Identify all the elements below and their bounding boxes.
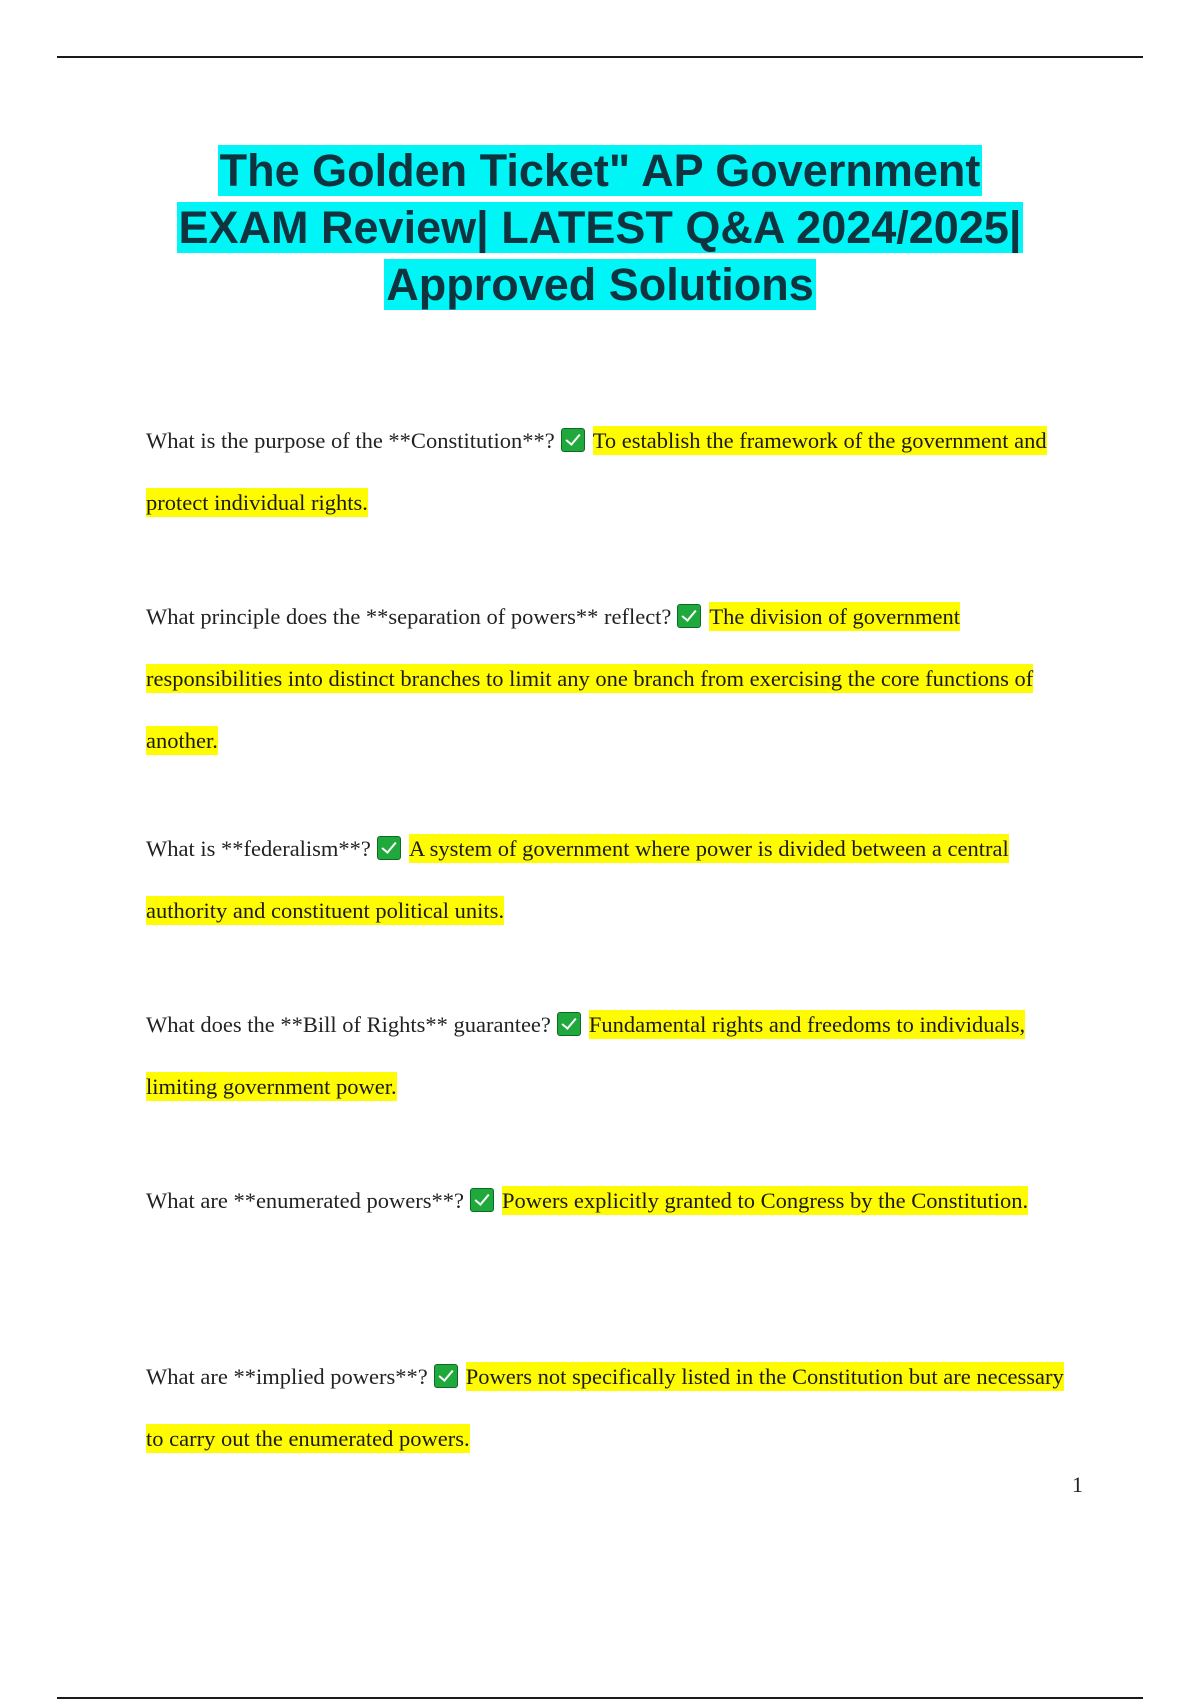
qa-item xyxy=(146,818,1086,942)
answer-text: Powers not specifically listed in the Constitution but are necessary to carry out the enumerated powers. xyxy=(146,1364,1064,1451)
check-mark-button-icon xyxy=(557,1012,581,1036)
question-text: What are **implied powers**? xyxy=(146,1364,428,1389)
qa-item xyxy=(146,994,1086,1118)
answer-text: A system of government where power is divided between a central authority and constituent political units. xyxy=(146,836,1009,923)
question-text: What is the purpose of the **Constitution**? xyxy=(146,428,555,453)
answer-text: To establish the framework of the government and protect individual rights. xyxy=(146,428,1047,515)
question-text: What are **enumerated powers**? xyxy=(146,1188,464,1213)
check-mark-button-icon xyxy=(377,836,401,860)
answer-text: Powers explicitly granted to Congress by the Constitution. xyxy=(501,1188,1029,1213)
page-number: 1 xyxy=(1072,1472,1083,1497)
title-line-3: Approved Solutions xyxy=(386,259,814,310)
qa-item xyxy=(146,1346,1086,1470)
qa-item xyxy=(146,410,1086,534)
header-rule xyxy=(57,56,1143,58)
question-text: What is **federalism**? xyxy=(146,836,371,861)
footer-rule xyxy=(57,1697,1143,1699)
title-line-2: EXAM Review| LATEST Q&A 2024/2025| xyxy=(178,202,1022,253)
check-mark-button-icon xyxy=(561,428,585,452)
answer-text: Fundamental rights and freedoms to individuals, limiting government power. xyxy=(146,1012,1026,1099)
check-mark-button-icon xyxy=(470,1188,494,1212)
answer-text: The division of government responsibilities into distinct branches to limit any one branch from exercising the core functions of another. xyxy=(146,604,1034,753)
question-text: What principle does the **separation of powers** reflect? xyxy=(146,604,672,629)
title-line-1: The Golden Ticket" AP Government xyxy=(219,145,981,196)
check-mark-button-icon xyxy=(677,604,701,628)
check-mark-button-icon xyxy=(434,1364,458,1388)
qa-item xyxy=(146,586,1086,772)
document-title xyxy=(100,142,1100,313)
qa-item xyxy=(146,1170,1086,1232)
question-text: What does the **Bill of Rights** guarantee? xyxy=(146,1012,551,1037)
